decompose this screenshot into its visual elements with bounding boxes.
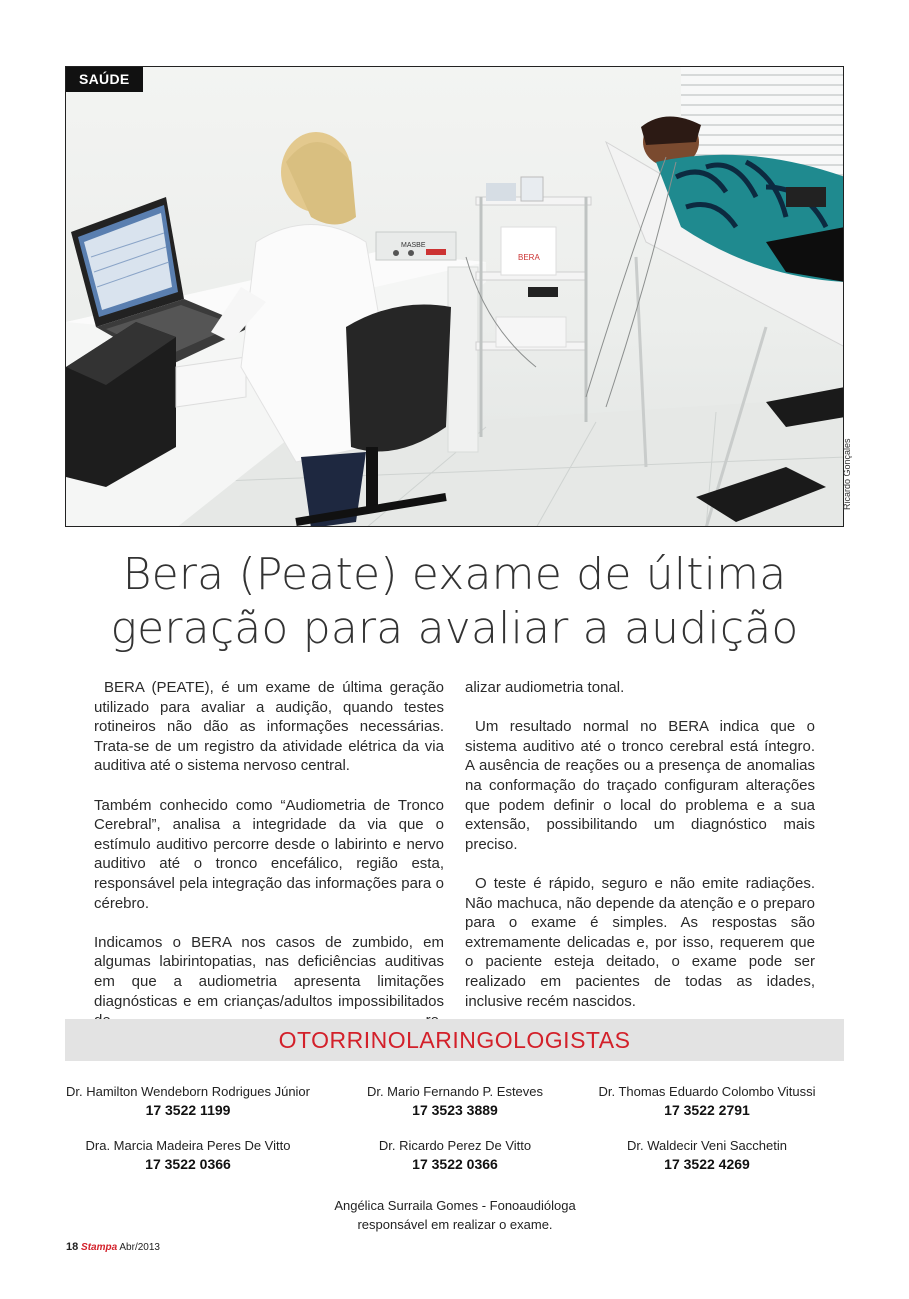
photo-credit: Ricardo Gonçales [842, 438, 852, 510]
body-column-right [465, 678, 815, 1031]
doctor-name: Dr. Hamilton Wendeborn Rodrigues Júnior [66, 1084, 310, 1099]
doctor-name: Dra. Marcia Madeira Peres De Vitto [85, 1138, 291, 1153]
paragraph: BERA (PEATE), é um exame de última geração utilizado para avaliar a audição, quando testes rotineiros não dão as informações necessárias. Trata-se de um registro da atividade elétrica da via auditiva até o sistema nervoso central. [94, 679, 444, 775]
section-tag: SAÚDE [66, 67, 143, 92]
headline-line-1: Bera (Peate) exame de última [122, 549, 787, 600]
page-footer [66, 1241, 160, 1253]
svg-text:BERA: BERA [518, 253, 540, 262]
issue-date: Abr/2013 [119, 1242, 160, 1253]
doctor-entry [58, 1137, 318, 1174]
paragraph: Um resultado normal no BERA indica que o sistema auditivo até o tronco cerebral está íntegro. A ausência de reações ou a presença de anomalias na conformação do traçado configuram alterações que podem definir o local do problema e a sua extensão, possibilitando um diagnóstico mais preciso. [465, 718, 815, 853]
doctor-entry [577, 1083, 837, 1120]
fonoaudiologa-name: Angélica Surraila Gomes - Fonoaudióloga [334, 1198, 576, 1213]
medical-trolley [476, 177, 591, 437]
page-number: 18 [66, 1241, 79, 1253]
doctor-phone: 17 3522 0366 [145, 1156, 231, 1172]
specialty-heading: OTORRINOLARINGOLOGISTAS [65, 1019, 844, 1061]
body-column-left [94, 678, 444, 1050]
doctor-phone: 17 3523 3889 [412, 1102, 498, 1118]
fonoaudiologa-credit [255, 1196, 655, 1234]
doctor-name: Dr. Mario Fernando P. Esteves [366, 1084, 544, 1099]
doctor-name: Dr. Thomas Eduardo Colombo Vitussi [598, 1084, 816, 1099]
paragraph: alizar audiometria tonal. [465, 679, 625, 696]
doctor-phone: 17 3522 4269 [664, 1156, 750, 1172]
magazine-name: Stampa [81, 1242, 118, 1253]
article-headline [40, 548, 869, 656]
doctor-entry [325, 1083, 585, 1120]
masbe-device [376, 232, 456, 260]
fonoaudiologa-role: responsável em realizar o exame. [357, 1217, 553, 1232]
paragraph: Também conhecido como “Audiometria de Tronco Cerebral”, analisa a integridade da via que o estímulo auditivo percorre desde o labirinto e nervo auditivo até o tronco encefálico, região esta, responsável pela integração das informações para o cérebro. [94, 796, 444, 912]
doctor-phone: 17 3522 2791 [664, 1102, 750, 1118]
doctor-name: Dr. Ricardo Perez De Vitto [378, 1138, 532, 1153]
doctor-entry [325, 1137, 585, 1174]
paragraph: O teste é rápido, seguro e não emite radiações. Não machuca, não depende da atenção e o preparo para o exame é simples. As respostas são extremamente delicadas e, por isso, requerem que o paciente esteja deitado, o exame pode ser realizado em pacientes de todas as idades, inclusive recém nascidos. [465, 874, 815, 1010]
photo-illustration [66, 67, 844, 527]
doctor-phone: 17 3522 0366 [412, 1156, 498, 1172]
doctor-phone: 17 3522 1199 [145, 1102, 231, 1118]
headline-line-2: geração para avaliar a audição [110, 603, 799, 654]
svg-text:MASBE: MASBE [401, 242, 426, 249]
doctor-name: Dr. Waldecir Veni Sacchetin [627, 1138, 787, 1153]
paragraph: Indicamos o BERA nos casos de zumbido, em algumas labirintopatias, nas deficiências auditivas em que a audiometria apresenta limitações diagnósticas e em crianças/adultos impossibilitados [94, 933, 444, 1010]
doctor-entry [577, 1137, 837, 1174]
article-photo [65, 66, 844, 527]
doctor-entry [58, 1083, 318, 1120]
